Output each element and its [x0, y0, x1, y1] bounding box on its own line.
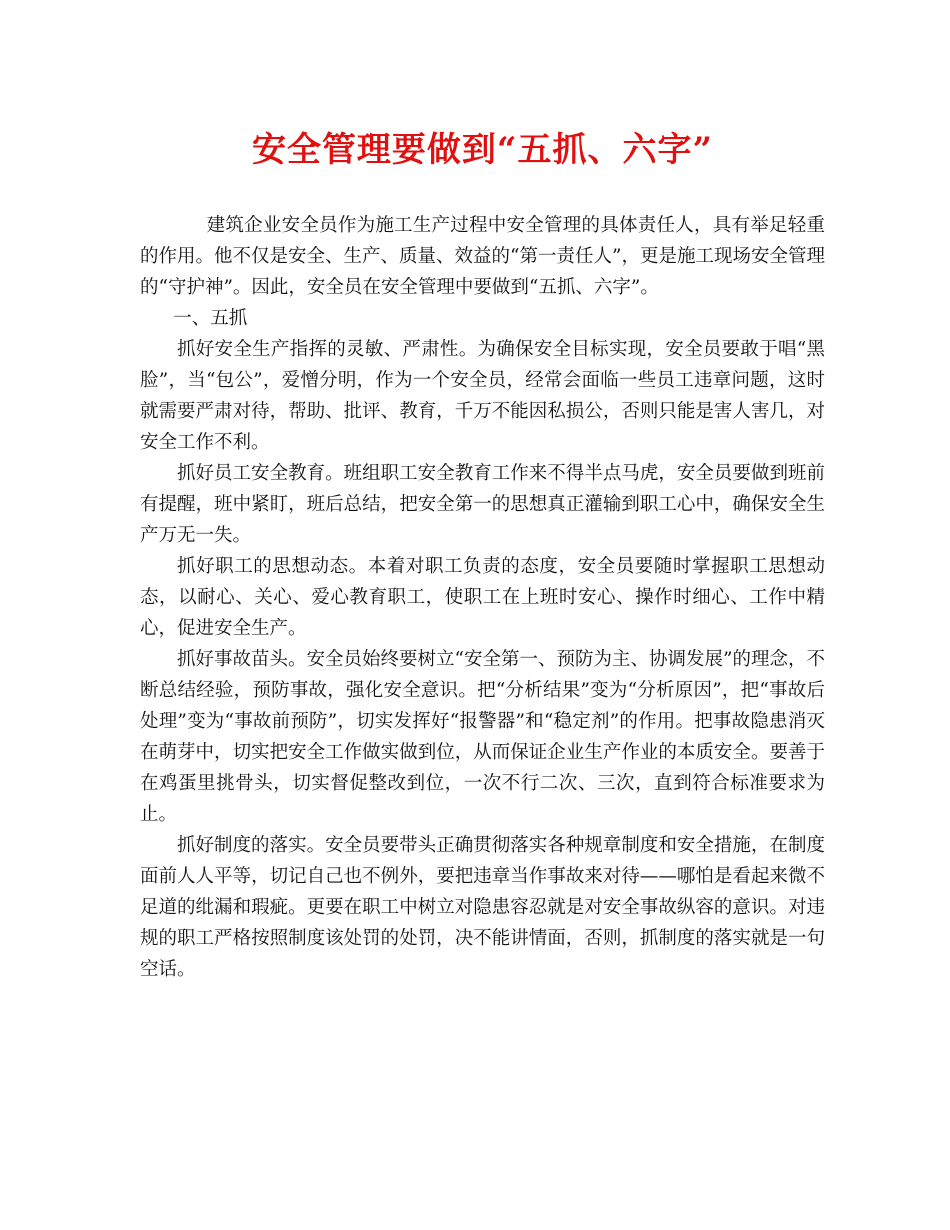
section-heading-wuzhua: 一、五抓 [173, 308, 248, 329]
paragraph-regulations: 抓好制度的落实。安全员要带头正确贯彻落实各种规章制度和安全措施，在制度面前人人平等，切记自己也不例外，要把违章当作事故来对待——哪怕是看起来微不足道的纰漏和瑕疵。更要在职工中树立对隐患容忍就是对安全事故纵容的意识。对违规的职工严格按照制度该处罚的处罚，决不能讲情面，否则，抓制度的落实就是一句空话。 [140, 835, 825, 980]
paragraph-mindset: 抓好职工的思想动态。本着对职工负责的态度，安全员要随时掌握职工思想动态，以耐心、关心、爱心教育职工，使职工在上班时安心、操作时细心、工作中精心，促进安全生产。 [140, 556, 825, 639]
paragraph-accident-signs: 抓好事故苗头。安全员始终要树立“安全第一、预防为主、协调发展”的理念，不断总结经验，预防事故，强化安全意识。把“分析结果”变为“分析原因”，把“事故后处理”变为“事故前预防”，切实发挥好“报警器”和“稳定剂”的作用。把事故隐患消灭在萌芽中，切实把安全工作做实做到位，从而保证企业生产作业的本质安全。要善于在鸡蛋里挑骨头，切实督促整改到位，一次不行二次、三次，直到符合标准要求为止。 [140, 649, 825, 825]
paragraph-command: 抓好安全生产指挥的灵敏、严肃性。为确保安全目标实现，安全员要敢于唱“黑脸”，当“包公”，爱憎分明，作为一个安全员，经常会面临一些员工违章问题，这时就需要严肃对待，帮助、批评、教育，千万不能因私损公，否则只能是害人害几，对安全工作不利。 [140, 339, 825, 453]
paragraph-education: 抓好员工安全教育。班组职工安全教育工作来不得半点马虎，安全员要做到班前有提醒，班中紧盯，班后总结，把安全第一的思想真正灌输到职工心中，确保安全生产万无一失。 [140, 463, 825, 546]
intro-paragraph: 建筑企业安全员作为施工生产过程中安全管理的具体责任人，具有举足轻重的作用。他不仅是安全、生产、质量、效益的“第一责任人”，更是施工现场安全管理的“守护神”。因此，安全员在安全管理中要做到“五抓、六字”。 [140, 215, 825, 298]
document-body [140, 210, 825, 985]
document-title: 安全管理要做到“五抓、六字” [251, 130, 714, 170]
